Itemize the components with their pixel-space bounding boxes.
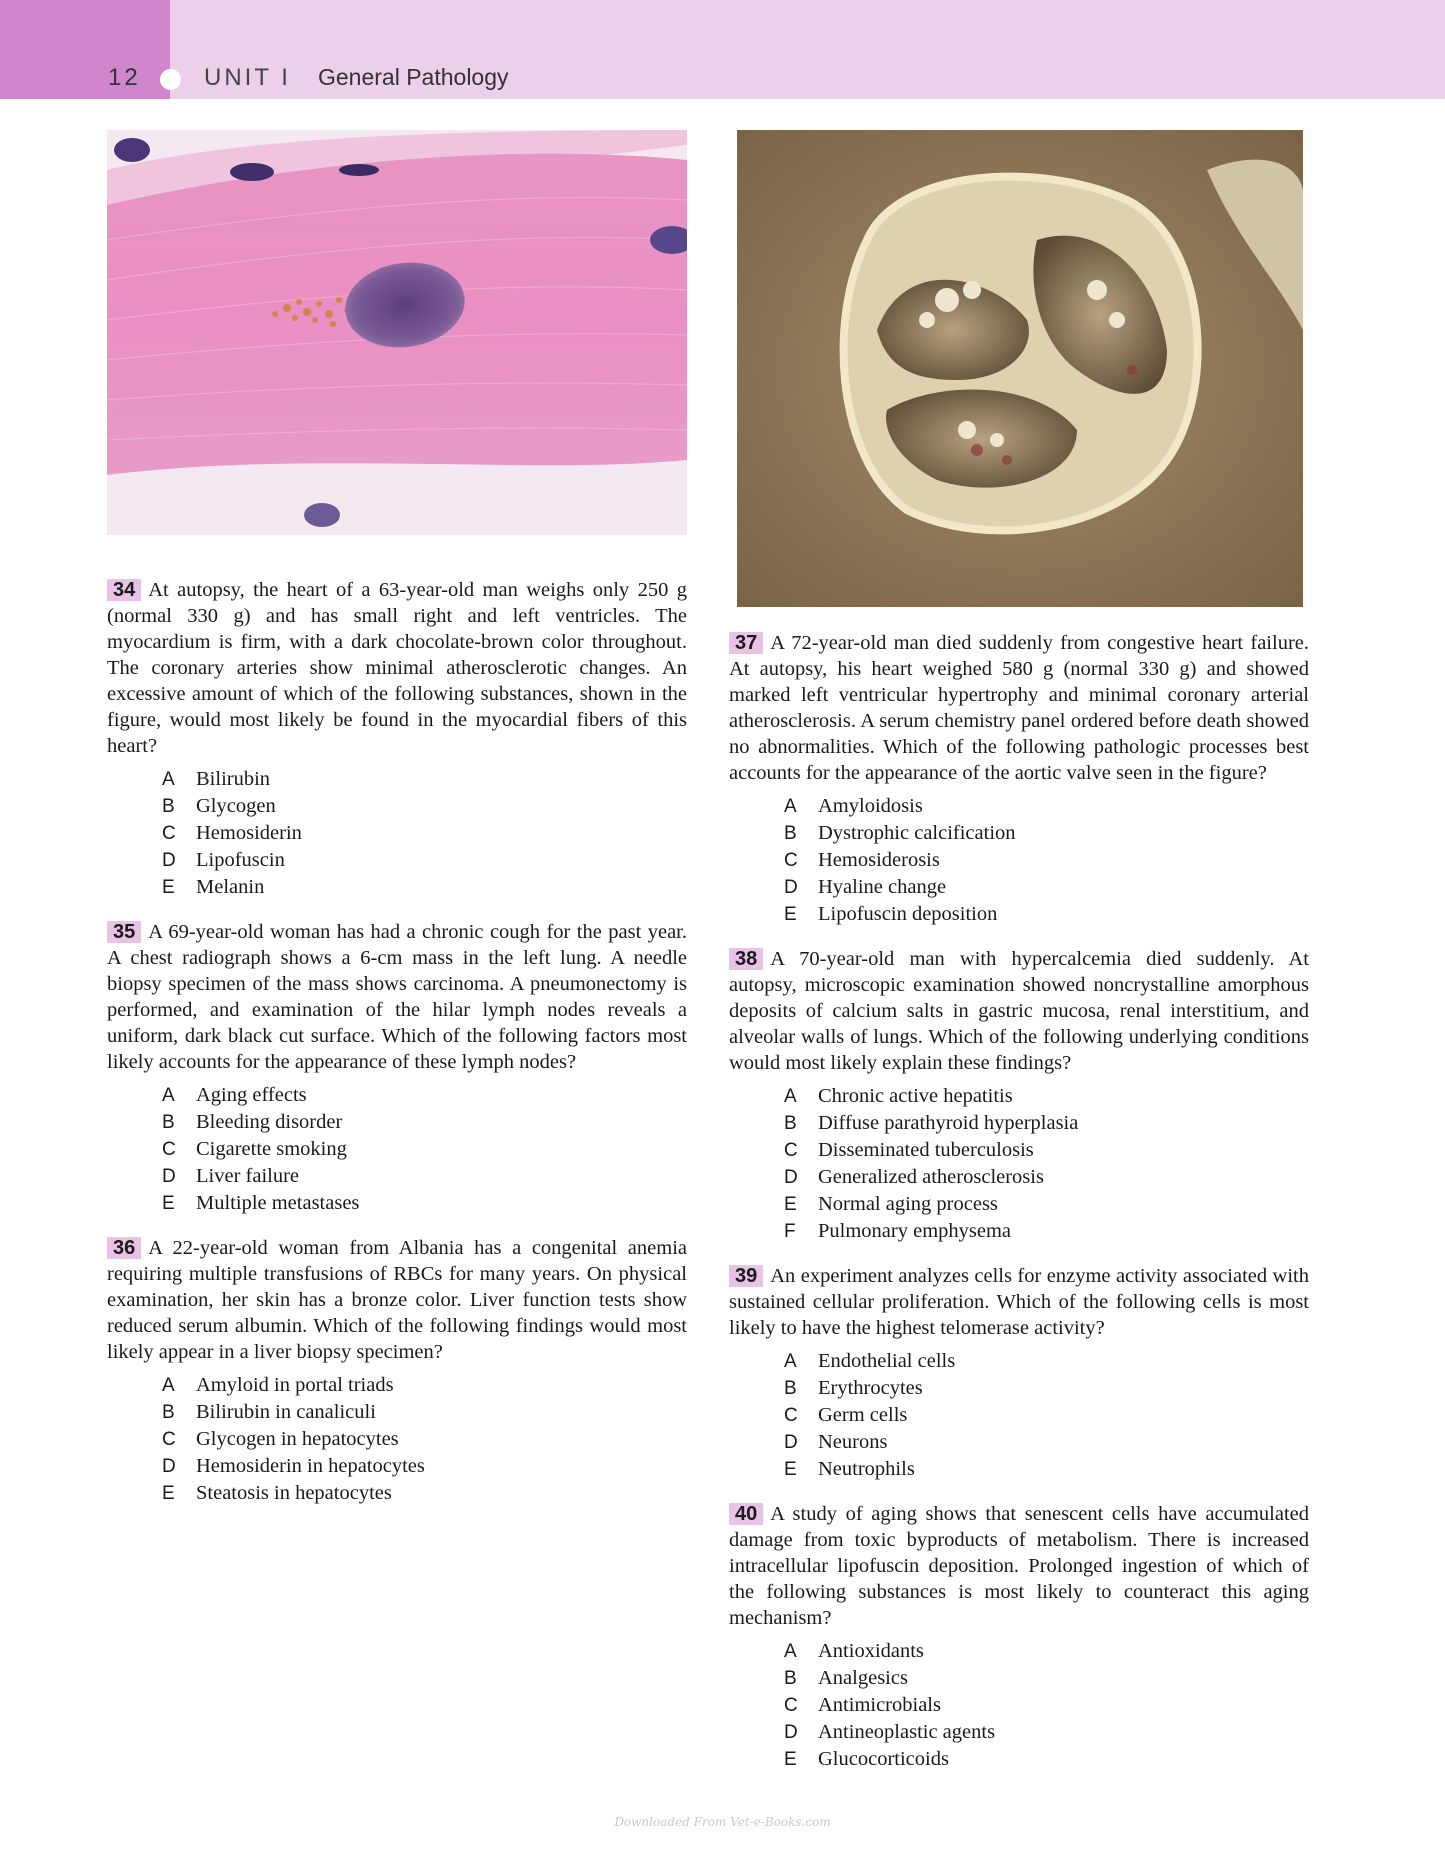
option-list: [107, 1082, 687, 1217]
question-number: 35: [107, 921, 141, 943]
answer-option[interactable]: [162, 1082, 687, 1109]
option-text: Hemosiderin in hepatocytes: [196, 1455, 425, 1477]
question-stem: [729, 1501, 1309, 1631]
option-text: Pulmonary emphysema: [818, 1220, 1012, 1242]
right-column: [729, 630, 1309, 1791]
option-letter: D: [784, 1167, 798, 1188]
option-text: Glycogen in hepatocytes: [196, 1428, 399, 1450]
watermark-text: Downloaded From Vet-e-Books.com: [614, 1815, 831, 1829]
page-number: 12: [108, 64, 141, 91]
answer-option[interactable]: [162, 1136, 687, 1163]
question-34: [107, 577, 687, 901]
option-list: [729, 793, 1309, 928]
option-letter: E: [784, 1194, 797, 1215]
option-letter: A: [162, 769, 175, 790]
option-text: Analgesics: [818, 1667, 908, 1689]
answer-option[interactable]: [162, 1426, 687, 1453]
answer-option[interactable]: [784, 1348, 1309, 1375]
answer-option[interactable]: [784, 1137, 1309, 1164]
answer-option[interactable]: [162, 1399, 687, 1426]
answer-option[interactable]: [784, 1692, 1309, 1719]
answer-option[interactable]: [162, 1190, 687, 1217]
answer-option[interactable]: [784, 793, 1309, 820]
option-letter: A: [784, 1641, 797, 1662]
option-letter: C: [784, 1695, 798, 1716]
option-text: Hemosiderosis: [818, 849, 940, 871]
option-list: [729, 1083, 1309, 1245]
answer-option[interactable]: [784, 1719, 1309, 1746]
option-text: Generalized atherosclerosis: [818, 1166, 1044, 1188]
question-text: At autopsy, the heart of a 63-year-old man weighs only 250 g (normal 330 g) and has small right and left ventricles. The myocardium is firm, with a dark chocolate-brown color throughout. The coronary arteries show minimal atherosclerotic changes. An excessive amount of which of the following substances, shown in the figure, would most likely be found in the myocardial fibers of this heart?: [107, 579, 687, 757]
gross-specimen-image: [737, 130, 1303, 607]
answer-option[interactable]: [784, 847, 1309, 874]
option-text: Melanin: [196, 876, 265, 898]
option-text: Amyloid in portal triads: [196, 1374, 394, 1396]
option-letter: E: [162, 1483, 175, 1504]
answer-option[interactable]: [784, 1164, 1309, 1191]
option-letter: A: [162, 1375, 175, 1396]
option-text: Multiple metastases: [196, 1192, 360, 1214]
question-text: A 70-year-old man with hypercalcemia died suddenly. At autopsy, microscopic examination showed noncrystalline amorphous deposits of calcium salts in gastric mucosa, renal interstitium, and alveolar walls of lungs. Which of the following underlying conditions would most likely explain these findings?: [729, 948, 1309, 1074]
question-stem: [107, 919, 687, 1075]
question-39: [729, 1263, 1309, 1483]
answer-option[interactable]: [162, 1453, 687, 1480]
answer-option[interactable]: [162, 820, 687, 847]
question-number: 40: [729, 1503, 763, 1525]
option-letter: B: [784, 1668, 797, 1689]
option-letter: D: [784, 877, 798, 898]
question-37: [729, 630, 1309, 928]
option-text: Hyaline change: [818, 876, 947, 898]
option-list: [107, 766, 687, 901]
answer-option[interactable]: [162, 847, 687, 874]
question-35: [107, 919, 687, 1217]
question-text: A 22-year-old woman from Albania has a congenital anemia requiring multiple transfusions of RBCs for many years. On physical examination, her skin has a bronze color. Liver function tests show reduced serum albumin. Which of the following findings would most likely appear in a liver biopsy specimen?: [107, 1237, 687, 1363]
option-letter: C: [784, 850, 798, 871]
answer-option[interactable]: [784, 901, 1309, 928]
option-letter: A: [784, 1351, 797, 1372]
question-stem: [729, 1263, 1309, 1341]
question-38: [729, 946, 1309, 1245]
unit-label: UNIT I: [204, 64, 291, 91]
option-letter: D: [784, 1722, 798, 1743]
option-text: Lipofuscin: [196, 849, 285, 871]
option-letter: C: [162, 1429, 176, 1450]
answer-option[interactable]: [162, 793, 687, 820]
option-letter: E: [784, 1459, 797, 1480]
question-stem: [107, 1235, 687, 1365]
option-text: Neurons: [818, 1431, 888, 1453]
option-list: [729, 1348, 1309, 1483]
answer-option[interactable]: [784, 1665, 1309, 1692]
option-letter: E: [784, 904, 797, 925]
question-number: 34: [107, 579, 141, 601]
option-letter: C: [784, 1140, 798, 1161]
question-stem: [107, 577, 687, 759]
micrograph-figure: [107, 130, 687, 535]
valve-specimen-figure: [737, 130, 1303, 607]
answer-option[interactable]: [784, 1083, 1309, 1110]
option-text: Antineoplastic agents: [818, 1721, 996, 1743]
question-36: [107, 1235, 687, 1507]
option-letter: B: [784, 1113, 797, 1134]
answer-option[interactable]: [162, 1163, 687, 1190]
option-list: [729, 1638, 1309, 1773]
question-number: 38: [729, 948, 763, 970]
option-text: Antioxidants: [818, 1640, 924, 1662]
option-letter: D: [162, 850, 176, 871]
answer-option[interactable]: [784, 1191, 1309, 1218]
micrograph-image: [107, 130, 687, 535]
option-text: Antimicrobials: [818, 1694, 941, 1716]
answer-option[interactable]: [162, 874, 687, 901]
option-list: [107, 1372, 687, 1507]
answer-option[interactable]: [162, 1480, 687, 1507]
answer-option[interactable]: [162, 1372, 687, 1399]
question-number: 36: [107, 1237, 141, 1259]
answer-option[interactable]: [784, 1456, 1309, 1483]
question-number: 37: [729, 632, 763, 654]
question-number: 39: [729, 1265, 763, 1287]
option-text: Dystrophic calcification: [818, 822, 1016, 844]
question-text: A 69-year-old woman has had a chronic cough for the past year. A chest radiograph shows a 6-cm mass in the left lung. A needle biopsy specimen of the mass shows carcinoma. A pneumonectomy is performed, and examination of the hilar lymph nodes reveals a uniform, dark black cut surface. Which of the following factors most likely accounts for the appearance of these lymph nodes?: [107, 921, 687, 1073]
unit-title: General Pathology: [318, 64, 509, 90]
option-letter: B: [784, 823, 797, 844]
answer-option[interactable]: [784, 1110, 1309, 1137]
option-letter: C: [162, 823, 176, 844]
option-text: Diffuse parathyroid hyperplasia: [818, 1112, 1079, 1134]
header-tab: [0, 0, 170, 99]
option-text: Normal aging process: [818, 1193, 998, 1215]
option-text: Amyloidosis: [818, 795, 923, 817]
answer-option[interactable]: [784, 1402, 1309, 1429]
option-letter: D: [162, 1456, 176, 1477]
option-text: Glycogen: [196, 795, 276, 817]
option-text: Bilirubin: [196, 768, 271, 790]
option-text: Glucocorticoids: [818, 1748, 949, 1770]
option-letter: A: [784, 796, 797, 817]
option-letter: D: [162, 1166, 176, 1187]
question-stem: [729, 630, 1309, 786]
option-letter: C: [162, 1139, 176, 1160]
option-text: Hemosiderin: [196, 822, 302, 844]
answer-option[interactable]: [784, 1638, 1309, 1665]
option-letter: E: [162, 877, 175, 898]
option-text: Bilirubin in canaliculi: [196, 1401, 376, 1423]
option-letter: E: [162, 1193, 175, 1214]
header-dot: [160, 69, 181, 90]
option-text: Steatosis in hepatocytes: [196, 1482, 392, 1504]
option-text: Neutrophils: [818, 1458, 915, 1480]
option-letter: A: [162, 1085, 175, 1106]
option-text: Endothelial cells: [818, 1350, 956, 1372]
question-stem: [729, 946, 1309, 1076]
answer-option[interactable]: [784, 1429, 1309, 1456]
answer-option[interactable]: [162, 1109, 687, 1136]
question-40: [729, 1501, 1309, 1773]
option-letter: F: [784, 1221, 796, 1242]
answer-option[interactable]: [784, 820, 1309, 847]
question-text: A 72-year-old man died suddenly from congestive heart failure. At autopsy, his heart weighed 580 g (normal 330 g) and showed marked left ventricular hypertrophy and minimal coronary arterial atherosclerosis. A serum chemistry panel ordered before death showed no abnormalities. Which of the following pathologic processes best accounts for the appearance of the aortic valve seen in the figure?: [729, 632, 1309, 784]
option-text: Chronic active hepatitis: [818, 1085, 1013, 1107]
option-text: Bleeding disorder: [196, 1111, 343, 1133]
option-text: Aging effects: [196, 1084, 307, 1106]
answer-option[interactable]: [784, 1375, 1309, 1402]
option-letter: C: [784, 1405, 798, 1426]
left-column: [107, 577, 687, 1525]
option-text: Disseminated tuberculosis: [818, 1139, 1034, 1161]
option-text: Germ cells: [818, 1404, 908, 1426]
question-text: An experiment analyzes cells for enzyme activity associated with sustained cellular proliferation. Which of the following cells is most likely to have the highest telomerase activity?: [729, 1265, 1309, 1339]
option-text: Erythrocytes: [818, 1377, 923, 1399]
option-letter: B: [162, 1112, 175, 1133]
option-letter: A: [784, 1086, 797, 1107]
option-letter: B: [784, 1378, 797, 1399]
option-letter: D: [784, 1432, 798, 1453]
option-text: Lipofuscin deposition: [818, 903, 998, 925]
option-letter: B: [162, 1402, 175, 1423]
option-letter: B: [162, 796, 175, 817]
question-text: A study of aging shows that senescent cells have accumulated damage from toxic byproducts of metabolism. There is increased intracellular lipofuscin deposition. Prolonged ingestion of which of the following substances is most likely to counteract this aging mechanism?: [729, 1503, 1309, 1629]
option-text: Cigarette smoking: [196, 1138, 347, 1160]
answer-option[interactable]: [162, 766, 687, 793]
answer-option[interactable]: [784, 1746, 1309, 1773]
option-text: Liver failure: [196, 1165, 300, 1187]
option-letter: E: [784, 1749, 797, 1770]
answer-option[interactable]: [784, 1218, 1309, 1245]
answer-option[interactable]: [784, 874, 1309, 901]
